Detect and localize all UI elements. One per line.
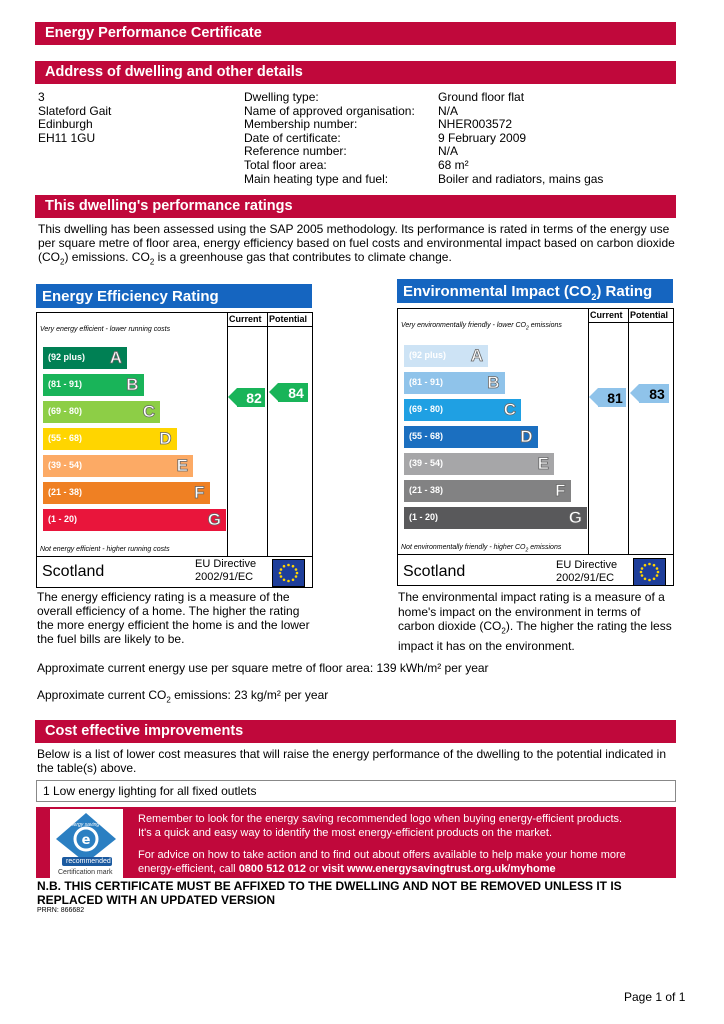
energy-saving-text-2: For advice on how to take action and to find out about offers available to help make your home more energy-efficient, call 0800 512 012 or visit www.energysavingtrust.org.uk/myhome: [138, 849, 626, 875]
svg-text:e: e: [81, 833, 91, 848]
env-rating-chart: [397, 308, 674, 586]
eu-directive-label: EU Directive 2002/91/EC: [195, 558, 257, 583]
band-letter: G: [207, 510, 221, 529]
address-line: 3: [38, 90, 45, 104]
improvements-list: [36, 780, 676, 802]
details-values: [438, 91, 603, 186]
band-letter: C: [503, 400, 516, 419]
energy-saving-text-1: Remember to look for the energy saving recommended logo when buying energy-efficient products. It's a quick and easy way to identify the most energy-efficient products on the market.: [138, 813, 623, 839]
band-range-label: (1 - 20): [48, 514, 78, 524]
detail-label: Reference number:: [244, 144, 347, 159]
detail-label: Dwelling type:: [244, 90, 319, 104]
potential-column-header: Potential: [630, 310, 669, 320]
energy-saving-logo-icon: [50, 809, 123, 864]
band-letter: D: [159, 429, 172, 448]
arrow-tip: [269, 383, 278, 401]
env-rating-title: Environmental Impact $(CO_2)$ Rating: [397, 279, 673, 303]
bottom-note: Not environmentally friendly - higher $CO_2$ emissions: [401, 544, 562, 554]
rating-band-f: [43, 482, 210, 504]
env-rating-description: The environmental impact rating is a measure of a home's impact on the environment in terms of carbon dioxide $(CO_2)$. The higher the rating the less impact it has on the environment.: [398, 590, 672, 653]
energy-rating-chart: [36, 312, 313, 588]
approx-co2-emissions: Approximate current $CO_2$ emissions: 23 kg/m² per year: [37, 688, 329, 705]
band-range-label: (39 - 54): [48, 460, 83, 470]
logo-top-text: energy saving: [68, 822, 100, 828]
energy-potential-rating: 84: [278, 383, 308, 402]
energy-current-rating: 82: [237, 388, 265, 407]
band-range-label: (55 - 68): [409, 431, 444, 441]
top-note: Very environmentally friendly - lower $CO_2$ emissions: [401, 322, 562, 332]
logo-certification-text: Certification mark: [58, 869, 113, 876]
detail-label: Name of approved organisation:: [244, 103, 415, 118]
band-range-label: (39 - 54): [409, 458, 444, 468]
arrow-tip: [630, 384, 639, 402]
band-range-label: (81 - 91): [48, 379, 83, 389]
band-range-label: (1 - 20): [409, 512, 439, 522]
region-label: Scotland: [403, 563, 466, 580]
rating-band-a: [43, 347, 127, 369]
rating-band-c: [404, 399, 521, 421]
band-letter: D: [520, 427, 533, 446]
page-title: Energy Performance Certificate: [45, 25, 262, 41]
detail-value: 68 m²: [438, 157, 469, 172]
detail-value: NHER003572: [438, 117, 513, 132]
detail-label: Membership number:: [244, 117, 358, 132]
address-section-title: Address of dwelling and other details: [45, 64, 303, 80]
band-letter: E: [176, 456, 188, 475]
improvements-section-title: Cost effective improvements: [45, 723, 244, 739]
page-title-bar: [35, 22, 676, 45]
performance-section-header: [35, 195, 676, 218]
current-column-header: Current: [229, 314, 262, 324]
band-range-label: (92 plus): [48, 352, 86, 362]
detail-value: N/A: [438, 144, 459, 159]
env-potential-rating: 83: [639, 384, 669, 403]
performance-section-title: This dwelling's performance ratings: [45, 198, 293, 214]
band-letter: A: [109, 348, 122, 367]
details-labels: [244, 91, 415, 186]
rating-band-b: [404, 372, 505, 394]
env-current-rating: 81: [598, 388, 626, 407]
detail-value: 9 February 2009: [438, 130, 527, 145]
band-letter: F: [555, 481, 566, 500]
eu-flag-icon: [272, 559, 305, 587]
top-note: Very energy efficient - lower running costs: [40, 326, 171, 333]
address-line: Edinburgh: [38, 117, 93, 132]
band-letter: A: [470, 346, 483, 365]
improvements-intro: Below is a list of lower cost measures that will raise the energy performance of the dwelling to the potential indicated in the table(s) above.: [37, 747, 666, 775]
improvements-section-header: [35, 720, 676, 743]
bottom-note: Not energy efficient - higher running costs: [40, 546, 170, 553]
arrow-tip: [228, 388, 237, 406]
band-range-label: (21 - 38): [409, 485, 444, 495]
band-letter: F: [194, 483, 205, 502]
band-letter: B: [487, 373, 500, 392]
band-range-label: (81 - 91): [409, 377, 444, 387]
rating-band-e: [404, 453, 554, 475]
arrow-tip: [589, 388, 598, 406]
rating-band-a: [404, 345, 488, 367]
band-range-label: (21 - 38): [48, 487, 83, 497]
band-range-label: (55 - 68): [48, 433, 83, 443]
energy-saving-recommended-logo: [50, 809, 123, 879]
detail-label: Main heating type and fuel:: [244, 171, 389, 186]
band-letter: B: [126, 375, 139, 394]
phone-number: 0800 512 012: [238, 863, 306, 875]
energy-rating-description: The energy efficiency rating is a measure of the overall efficiency of a home. The higher the rating the more energy efficient the home is and the lower the fuel bills are likely to be.: [37, 590, 310, 646]
address-line: EH11 1GU: [38, 130, 96, 145]
address-section-header: [35, 61, 676, 84]
band-range-label: (69 - 80): [409, 404, 444, 414]
performance-intro: This dwelling has been assessed using the SAP 2005 methodology. Its performance is rated in terms of the energy use per square metre of floor area, energy efficiency based on fuel costs and environmental impact based on carbon dioxide $(CO_2)$ emissions. $CO_2$ is a greenhouse gas that contributes to climate change.: [38, 222, 675, 267]
detail-value: Ground floor flat: [438, 90, 525, 104]
potential-column-header: Potential: [269, 314, 308, 324]
rating-band-g: [404, 507, 587, 529]
detail-value: Boiler and radiators, mains gas: [438, 171, 604, 186]
address-block: [38, 91, 111, 145]
address-line: Slateford Gait: [38, 103, 112, 118]
energy-rating-title: Energy Efficiency Rating: [36, 284, 312, 308]
detail-value: N/A: [438, 103, 459, 118]
rating-band-e: [43, 455, 193, 477]
rating-band-b: [43, 374, 144, 396]
band-range-label: (69 - 80): [48, 406, 83, 416]
band-range-label: (92 plus): [409, 350, 447, 360]
list-item: 1 Low energy lighting for all fixed outlets: [43, 784, 257, 798]
region-label: Scotland: [42, 563, 105, 580]
rating-band-g: [43, 509, 226, 531]
eu-flag-icon: [633, 558, 666, 586]
website-link[interactable]: visit www.energysavingtrust.org.uk/myhome: [321, 863, 556, 875]
rating-band-c: [43, 401, 160, 423]
page-number: Page 1 of 1: [624, 990, 686, 1004]
nb-notice: N.B. THIS CERTIFICATE MUST BE AFFIXED TO THE DWELLING AND NOT BE REMOVED UNLESS IT IS REPLACED WITH AN UPDATED VERSION: [37, 879, 622, 907]
prrn: PRRN: 866682: [37, 907, 85, 914]
approx-energy-use: Approximate current energy use per square metre of floor area: 139 kWh/m² per year: [37, 661, 489, 675]
detail-label: Total floor area:: [244, 157, 327, 172]
logo-recommended-band: recommended: [62, 857, 112, 866]
band-letter: E: [537, 454, 549, 473]
detail-label: Date of certificate:: [244, 130, 341, 145]
current-column-header: Current: [590, 310, 623, 320]
band-letter: G: [568, 508, 582, 527]
eu-directive-label: EU Directive 2002/91/EC: [556, 559, 618, 584]
rating-band-d: [404, 426, 538, 448]
band-letter: C: [142, 402, 155, 421]
energy-saving-box: [36, 807, 676, 878]
rating-band-f: [404, 480, 571, 502]
rating-band-d: [43, 428, 177, 450]
